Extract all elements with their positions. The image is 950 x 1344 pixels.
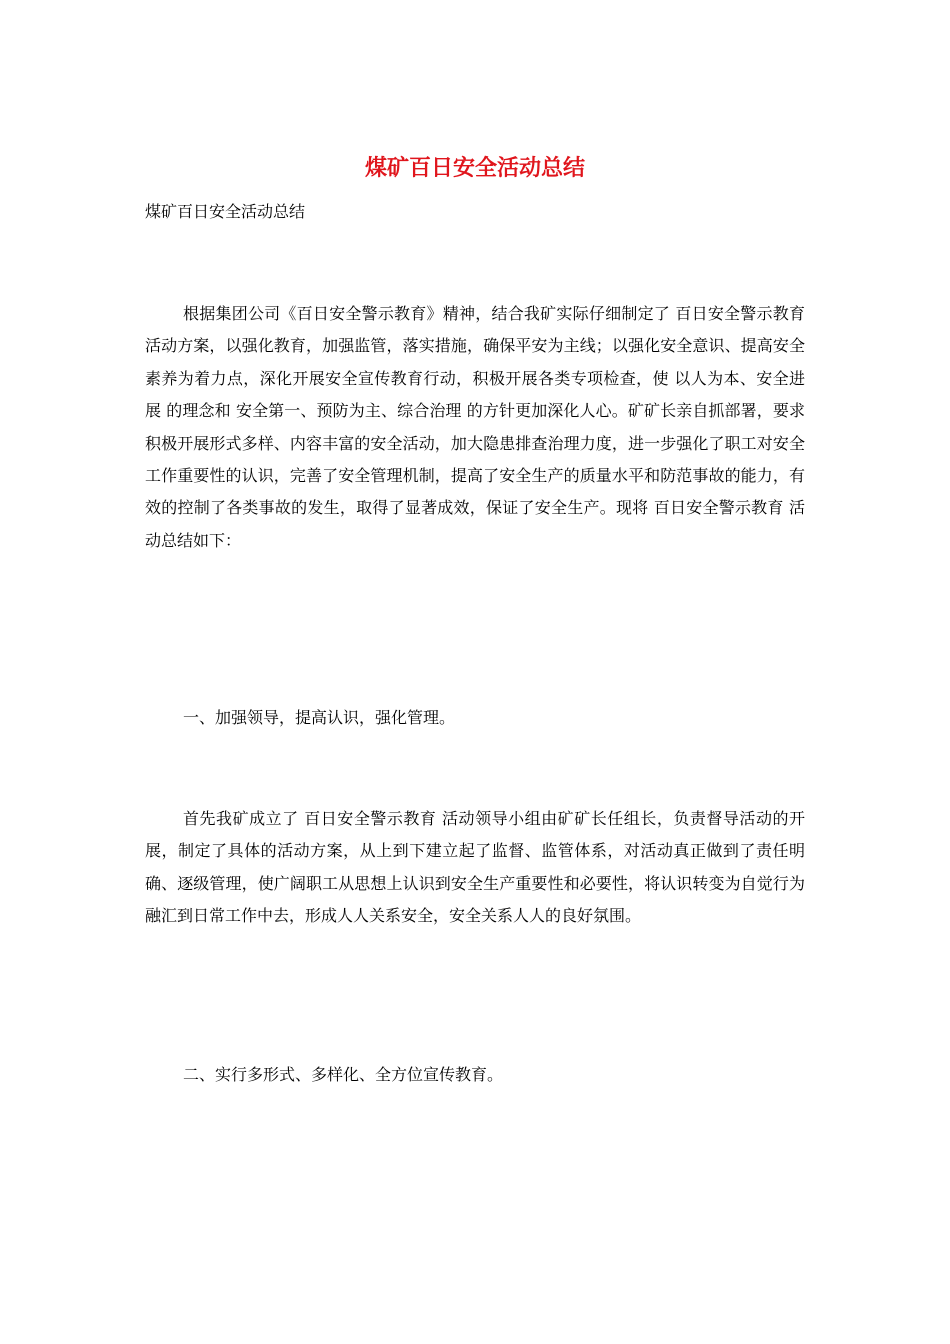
document-title: 煤矿百日安全活动总结: [364, 155, 585, 181]
document-subtitle: 煤矿百日安全活动总结: [145, 202, 306, 221]
paragraph-intro: 根据集团公司《百日安全警示教育》精神，结合我矿实际仔细制定了 百日安全警示教育 活动方案，以强化教育，加强监管，落实措施，确保平安为主线；以强化安全意识、提高安全素养为着力点，深化开展安全宣传教育行动，积极开展各类专项检查，使 以人为本、安全进展 的理念和 安全第一、预防为主、综合治理 的方针更加深化人心。矿矿长亲自抓部署，要求积极开展形式多样、内容丰富的安全活动，加大隐患排查治理力度，进一步强化了职工对安全工作重要性的认识，完善了安全管理机制，提高了安全生产的质量水平和防范事故的能力，有效的控制了各类事故的发生，取得了显著成效，保证了安全生产。现将 百日安全警示教育 活动总结如下：: [145, 304, 805, 550]
paragraph-section-1: 首先我矿成立了 百日安全警示教育 活动领导小组由矿矿长任组长，负责督导活动的开展，制定了具体的活动方案，从上到下建立起了监督、监管体系，对活动真正做到了责任明确、逐级管理，使广阔职工从思想上认识到安全生产重要性和必要性，将认识转变为自觉行为融汇到日常工作中去，形成人人关系安全，安全关系人人的良好氛围。: [145, 809, 805, 926]
section-heading-1: 一、加强领导，提高认识，强化管理。: [183, 708, 456, 727]
section-heading-2: 二、实行多形式、多样化、全方位宣传教育。: [183, 1065, 504, 1084]
